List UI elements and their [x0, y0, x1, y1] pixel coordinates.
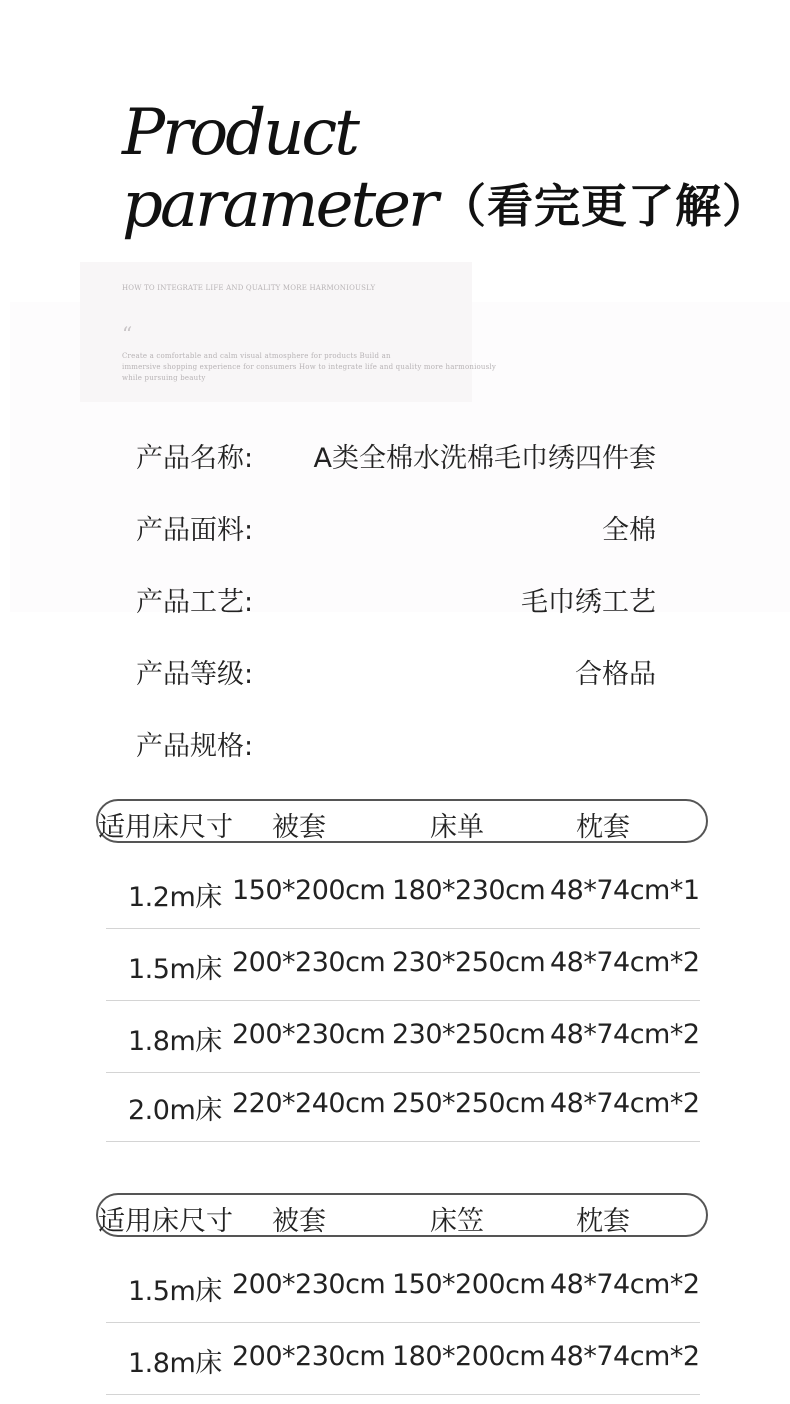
param-label: 产品工艺: — [136, 587, 254, 618]
table-cell: 200*230cm — [232, 947, 386, 978]
ghost-body-line-3: while pursuing beauty — [122, 374, 206, 382]
table-cell: 200*230cm — [232, 1341, 386, 1372]
param-label: 产品面料: — [136, 515, 254, 546]
ghost-body-line-2: immersive shopping experience for consumers How to integrate life and quality more harmoniously — [122, 363, 497, 371]
table-cell: 250*250cm — [392, 1088, 546, 1119]
param-value: 全棉 — [602, 515, 656, 546]
table-cell: 48*74cm*2 — [550, 1341, 700, 1372]
param-row-fabric — [136, 508, 656, 548]
table-cell: 180*200cm — [392, 1341, 546, 1372]
table-cell: 230*250cm — [392, 1019, 546, 1050]
table-cell: 150*200cm — [232, 875, 386, 906]
table-cell: 48*74cm*2 — [550, 1269, 700, 1300]
param-row-name — [136, 436, 656, 476]
quote-mark-icon: “ — [122, 322, 133, 346]
table1-header — [96, 799, 708, 843]
table-cell: 48*74cm*2 — [550, 947, 700, 978]
table-header-cell: 枕套 — [576, 1206, 630, 1237]
table-cell: 200*230cm — [232, 1269, 386, 1300]
title-line-1: Product — [122, 96, 357, 170]
title-line-2: parameter — [122, 168, 436, 242]
table-cell: 48*74cm*2 — [550, 1019, 700, 1050]
table-cell: 1.5m床 — [128, 954, 222, 985]
table-cell: 1.5m床 — [128, 1276, 222, 1307]
table-cell: 200*230cm — [232, 1019, 386, 1050]
table-header-cell: 被套 — [272, 1206, 326, 1237]
table-row — [106, 1070, 700, 1142]
param-value: A类全棉水洗棉毛巾绣四件套 — [313, 443, 656, 474]
table-row — [106, 1001, 700, 1073]
table-row — [106, 1323, 700, 1395]
table-cell: 48*74cm*1 — [550, 875, 700, 906]
table-header-cell: 床笠 — [430, 1206, 484, 1237]
param-value: 合格品 — [575, 659, 656, 690]
table-cell: 1.8m床 — [128, 1348, 222, 1379]
table-header-cell: 枕套 — [576, 812, 630, 843]
table-cell: 1.2m床 — [128, 882, 222, 913]
table-cell: 150*200cm — [392, 1269, 546, 1300]
table-cell: 220*240cm — [232, 1088, 386, 1119]
table-cell: 1.8m床 — [128, 1026, 222, 1057]
param-label: 产品规格: — [136, 731, 254, 762]
table-cell: 180*230cm — [392, 875, 546, 906]
param-label: 产品等级: — [136, 659, 254, 690]
table-row — [106, 929, 700, 1001]
ghost-body-line-1: Create a comfortable and calm visual atmosphere for products Build an — [122, 352, 391, 360]
table-header-cell: 床单 — [430, 812, 484, 843]
table-header-cell: 适用床尺寸 — [98, 1206, 233, 1237]
table-header-cell: 适用床尺寸 — [98, 812, 233, 843]
table2-header — [96, 1193, 708, 1237]
table-header-cell: 被套 — [272, 812, 326, 843]
param-row-craft — [136, 580, 656, 620]
table-row — [106, 857, 700, 929]
subtitle: （看完更了解） — [440, 179, 769, 233]
param-row-spec — [136, 724, 656, 764]
param-row-grade — [136, 652, 656, 692]
param-value: 毛巾绣工艺 — [521, 587, 656, 618]
ghost-heading: HOW TO INTEGRATE LIFE AND QUALITY MORE HARMONIOUSLY — [122, 284, 376, 292]
table-row — [106, 1251, 700, 1323]
param-label: 产品名称: — [136, 443, 254, 474]
table-cell: 48*74cm*2 — [550, 1088, 700, 1119]
table-cell: 2.0m床 — [128, 1095, 222, 1126]
table-cell: 230*250cm — [392, 947, 546, 978]
